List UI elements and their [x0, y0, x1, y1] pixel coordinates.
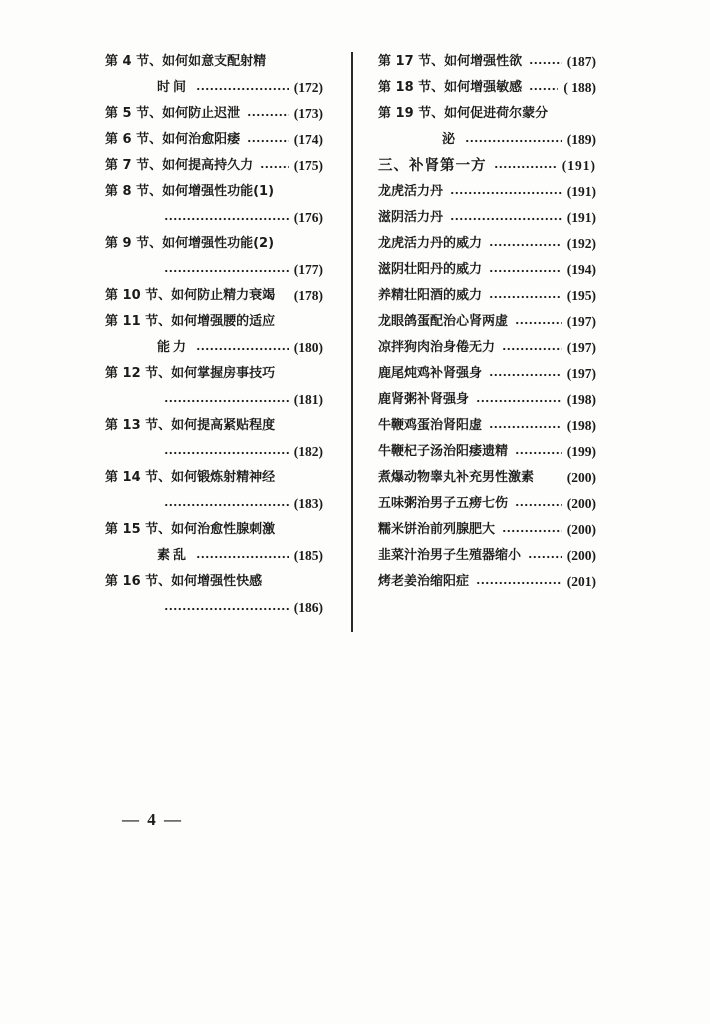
toc-entry-title: 韭菜汁治男子生殖器缩小 [378, 548, 522, 563]
toc-entry [378, 569, 596, 595]
toc-entry-title: 鹿尾炖鸡补肾强身 [378, 366, 483, 381]
leader-dots [164, 450, 289, 456]
toc-page-number: (187) [566, 54, 596, 69]
toc-entry-continuation [105, 595, 323, 621]
toc-entry [378, 257, 596, 283]
toc-entry-continuation [105, 257, 323, 283]
toc-entry-continuation [105, 205, 323, 231]
toc-entry [378, 543, 596, 569]
leader-dots [247, 138, 289, 144]
toc-continuation-text: 能力 [157, 340, 190, 355]
toc-entry-title: 凉拌狗肉治身倦无力 [378, 340, 496, 355]
toc-page-number: (194) [566, 262, 596, 277]
toc-page-number: (200) [566, 496, 596, 511]
toc-entry-title: 烤老姜治缩阳症 [378, 574, 470, 589]
leader-dots [502, 346, 562, 352]
toc-page-number: (189) [566, 132, 596, 147]
toc-entry [105, 283, 323, 309]
toc-entry [105, 127, 323, 153]
page-number: — 4 — [122, 810, 183, 829]
toc-entry [105, 361, 323, 387]
leader-dots [196, 346, 289, 352]
leader-dots [247, 112, 289, 118]
toc-entry-title: 第 8 节、如何增强性功能(1) [105, 184, 275, 199]
toc-entry [105, 309, 323, 335]
leader-dots [515, 502, 562, 508]
toc-page-number: (173) [293, 106, 323, 121]
toc-entry-title: 煮爆动物睾丸补充男性激素 [378, 470, 535, 485]
leader-dots [529, 86, 558, 92]
leader-dots [164, 398, 289, 404]
toc-page-number: (195) [566, 288, 596, 303]
toc-entry-title: 第 9 节、如何增强性功能(2) [105, 236, 275, 251]
toc-page-number: (180) [293, 340, 323, 355]
leader-dots [164, 502, 289, 508]
leader-dots [476, 398, 562, 404]
toc-entry [105, 465, 323, 491]
toc-entry-continuation [105, 491, 323, 517]
toc-page-number: (191) [561, 158, 596, 173]
toc-entry [105, 569, 323, 595]
leader-dots [502, 528, 562, 534]
leader-dots [529, 60, 562, 66]
toc-page-number: (200) [566, 522, 596, 537]
toc-entry-title: 第 18 节、如何增强敏感 [378, 80, 523, 95]
toc-entry-title: 滋阴活力丹 [378, 210, 444, 225]
toc-page-number: (191) [566, 210, 596, 225]
toc-entry-title: 糯米饼治前列腺肥大 [378, 522, 496, 537]
toc-page-number: (175) [293, 158, 323, 173]
leader-dots [164, 606, 289, 612]
leader-dots [260, 164, 289, 170]
toc-page-number: (199) [566, 444, 596, 459]
toc-entry [105, 101, 323, 127]
toc-entry [378, 387, 596, 413]
toc-entry-continuation [105, 439, 323, 465]
toc-entry-title: 第 4 节、如何如意支配射精 [105, 54, 267, 69]
toc-page-number: (197) [566, 366, 596, 381]
toc-page-number: (201) [566, 574, 596, 589]
toc-entry-continuation [105, 387, 323, 413]
toc-entry-title: 第 10 节、如何防止精力衰竭 [105, 288, 276, 303]
toc-entry [378, 179, 596, 205]
toc-entry-continuation [105, 75, 323, 101]
toc-entry [378, 361, 596, 387]
leader-dots [450, 216, 562, 222]
toc-entry-title: 第 6 节、如何治愈阳痿 [105, 132, 241, 147]
leader-dots [515, 450, 562, 456]
toc-entry [378, 413, 596, 439]
toc-entry-title: 龙虎活力丹 [378, 184, 444, 199]
leader-dots [494, 164, 557, 170]
toc-page-number: (197) [566, 314, 596, 329]
toc-page-number: (177) [293, 262, 323, 277]
toc-entry [378, 439, 596, 465]
leader-dots [196, 554, 289, 560]
toc-entry-title: 龙眼鸽蛋配治心肾两虚 [378, 314, 509, 329]
toc-entry [378, 75, 596, 101]
leader-dots [489, 242, 562, 248]
leader-dots [164, 268, 289, 274]
toc-entry [378, 335, 596, 361]
toc-entry-title: 第 16 节、如何增强性快感 [105, 574, 263, 589]
toc-entry-title: 第 14 节、如何锻炼射精神经 [105, 470, 276, 485]
leader-dots [476, 580, 562, 586]
toc-page-number: (182) [293, 444, 323, 459]
toc-right-column [378, 49, 596, 595]
toc-page-number: (191) [566, 184, 596, 199]
toc-entry [105, 231, 323, 257]
leader-dots [489, 424, 562, 430]
leader-dots [196, 86, 289, 92]
toc-page-number: ( 188) [563, 80, 596, 95]
toc-section-heading [378, 153, 596, 179]
toc-page-number: (183) [293, 496, 323, 511]
toc-entry-title: 第 13 节、如何提高紧贴程度 [105, 418, 276, 433]
toc-entry [378, 517, 596, 543]
toc-entry-title: 滋阴壮阳丹的威力 [378, 262, 483, 277]
toc-entry-title: 第 11 节、如何增强腰的适应 [105, 314, 276, 329]
toc-entry-title: 鹿肾粥补肾强身 [378, 392, 470, 407]
leader-dots [164, 216, 289, 222]
toc-entry-continuation [378, 127, 596, 153]
leader-dots [489, 294, 562, 300]
toc-entry-title: 牛鞭杞子汤治阳痿遗精 [378, 444, 509, 459]
toc-entry [378, 465, 596, 491]
toc-page-number: (172) [293, 80, 323, 95]
toc-page-number: (185) [293, 548, 323, 563]
toc-entry [378, 309, 596, 335]
toc-entry [105, 413, 323, 439]
toc-entry-title: 第 17 节、如何增强性欲 [378, 54, 523, 69]
toc-entry-title: 五味粥治男子五痨七伤 [378, 496, 509, 511]
toc-entry-title: 三、补肾第一方 [378, 158, 487, 174]
toc-page-number: (174) [293, 132, 323, 147]
toc-page-number: (181) [293, 392, 323, 407]
toc-entry [105, 179, 323, 205]
toc-entry-title: 第 12 节、如何掌握房事技巧 [105, 366, 276, 381]
toc-entry [105, 153, 323, 179]
toc-entry [378, 231, 596, 257]
toc-entry-continuation [105, 543, 323, 569]
toc-entry-title: 第 15 节、如何治愈性腺刺激 [105, 522, 276, 537]
toc-entry-title: 第 5 节、如何防止迟泄 [105, 106, 241, 121]
toc-page-number: (198) [566, 392, 596, 407]
leader-dots [450, 190, 562, 196]
toc-page-number: (192) [566, 236, 596, 251]
toc-continuation-text: 时间 [157, 80, 190, 95]
toc-entry-title: 第 7 节、如何提高持久力 [105, 158, 254, 173]
toc-entry-title: 第 19 节、如何促进荷尔蒙分 [378, 106, 549, 121]
toc-entry-continuation [105, 335, 323, 361]
toc-entry [378, 101, 596, 127]
toc-page-number: (176) [293, 210, 323, 225]
leader-dots [515, 320, 562, 326]
toc-page-number: (200) [566, 470, 596, 485]
toc-entry [105, 517, 323, 543]
leader-dots [528, 554, 562, 560]
leader-dots [489, 372, 562, 378]
toc-page-number: (178) [293, 288, 323, 303]
toc-page-number: (186) [293, 600, 323, 615]
toc-page-number: (198) [566, 418, 596, 433]
toc-entry [105, 49, 323, 75]
toc-entry [378, 49, 596, 75]
toc-page-number: (197) [566, 340, 596, 355]
toc-entry-title: 龙虎活力丹的威力 [378, 236, 483, 251]
column-divider [351, 52, 353, 632]
toc-entry-title: 牛鞭鸡蛋治肾阳虚 [378, 418, 483, 433]
toc-left-column [105, 49, 323, 621]
toc-continuation-text: 泌 [442, 132, 459, 147]
toc-entry [378, 283, 596, 309]
toc-continuation-text: 素乱 [157, 548, 190, 563]
toc-page-number: (200) [566, 548, 596, 563]
toc-entry-title: 养精壮阳酒的威力 [378, 288, 483, 303]
toc-entry [378, 491, 596, 517]
toc-entry [378, 205, 596, 231]
leader-dots [489, 268, 562, 274]
leader-dots [465, 138, 562, 144]
